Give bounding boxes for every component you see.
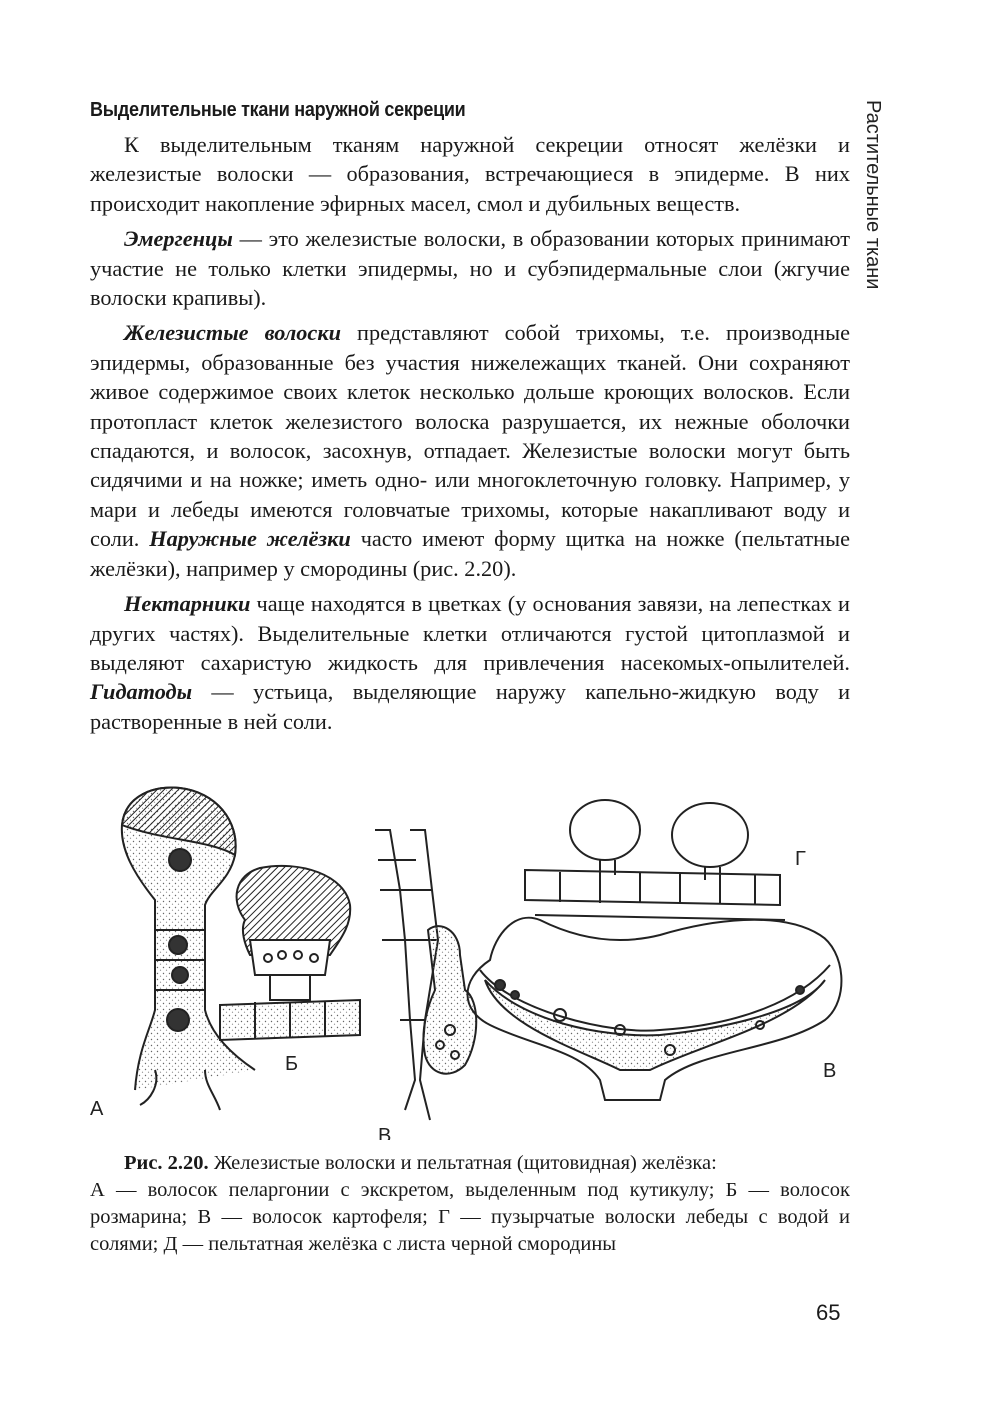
section-tab-label: Растительные ткани [862,100,884,290]
section-heading: Выделительные ткани наружной секреции [90,99,466,121]
caption-title: Железистые волоски и пельтатная (щитовидная) желёзка: [208,1152,717,1174]
paragraph-3-text-2: часто имеют форму щитка на ножке (пельтатные желёзки), например у смородины (рис. 2.20). [90,526,850,581]
figure-label-v1: В [378,1125,392,1140]
paragraph-2 [90,224,850,312]
paragraph-4-text: чаще находятся в цветках (у основания завязи, на лепестках и других частях). Выделительные клетки отличаются густой цитоплазмой и выделяют сахаристую жидкость для привлечения насекомых-опылителей. [90,591,850,675]
paragraph-3 [90,318,850,583]
figure-illustration [60,780,880,1140]
page-number: 65 [816,1300,841,1325]
paragraph-1: К выделительным тканям наружной секреции относят желёзки и железистые волоски — образования, встречающиеся в эпидерме. В них происходит накопление эфирных масел, смол и дубильных веществ. [90,132,850,216]
paragraph-4 [90,589,850,736]
drawing-v2 [468,918,842,1100]
term-nectaries: Нектарники [124,591,251,617]
paragraph-2-text: — это железистые волоски, в образовании которых принимают участие не только клетки эпидермы, но и субэпидермальные слои (жгучие волоски крапивы). [90,226,850,311]
term-hydathodes: Гидатоды [90,679,193,705]
drawing-v [375,830,476,1120]
term-emergency: Эмергенцы [124,226,233,252]
caption-text: А — волосок пеларгонии с экскретом, выделенным под кутикулу; Б — волосок розмарина; В — волосок картофеля; Г — пузырчатые волоски лебеды с водой и солями; Д — пельтатная желёзка с листа черной смородины [90,1179,850,1255]
figure-label-a: А [90,1098,104,1120]
paragraph-4-text-2: — устьица, выделяющие наружу капельно-жидкую воду и растворенные в ней соли. [90,679,850,734]
figure-label-b: Б [285,1053,299,1075]
paragraph-3-text: представляют собой трихомы, т.е. производные эпидермы, образованные без участия нижележащих тканей. Они сохраняют живое содержимое своих клеток несколько дольше кроющих волосков. Если протопласт клеток железистого волоска разрушается, их нежные оболочки спадаются, и волосок, засохнув, отпадает. Железистые волоски могут быть сидячими и на ножке; иметь одно- или многоклеточную головку. Например, у мари и лебеды имеются головчатые трихомы, которые накапливают воду и соли. [90,320,850,552]
figure-2-20 [60,780,880,1140]
drawing-g [525,800,785,920]
caption-first-line [90,1150,850,1177]
section-tab [858,100,888,300]
drawing-a [122,787,255,1110]
term-external-glands: Наружные желёзки [149,526,351,552]
figure-label-v2: В [823,1060,837,1082]
term-glandular-hairs: Железистые волоски [124,320,342,346]
drawing-b [220,866,360,1040]
figure-caption [90,1150,850,1258]
body-text [90,130,850,742]
caption-number: Рис. 2.20. [124,1152,209,1174]
figure-label-g: Г [795,848,806,870]
